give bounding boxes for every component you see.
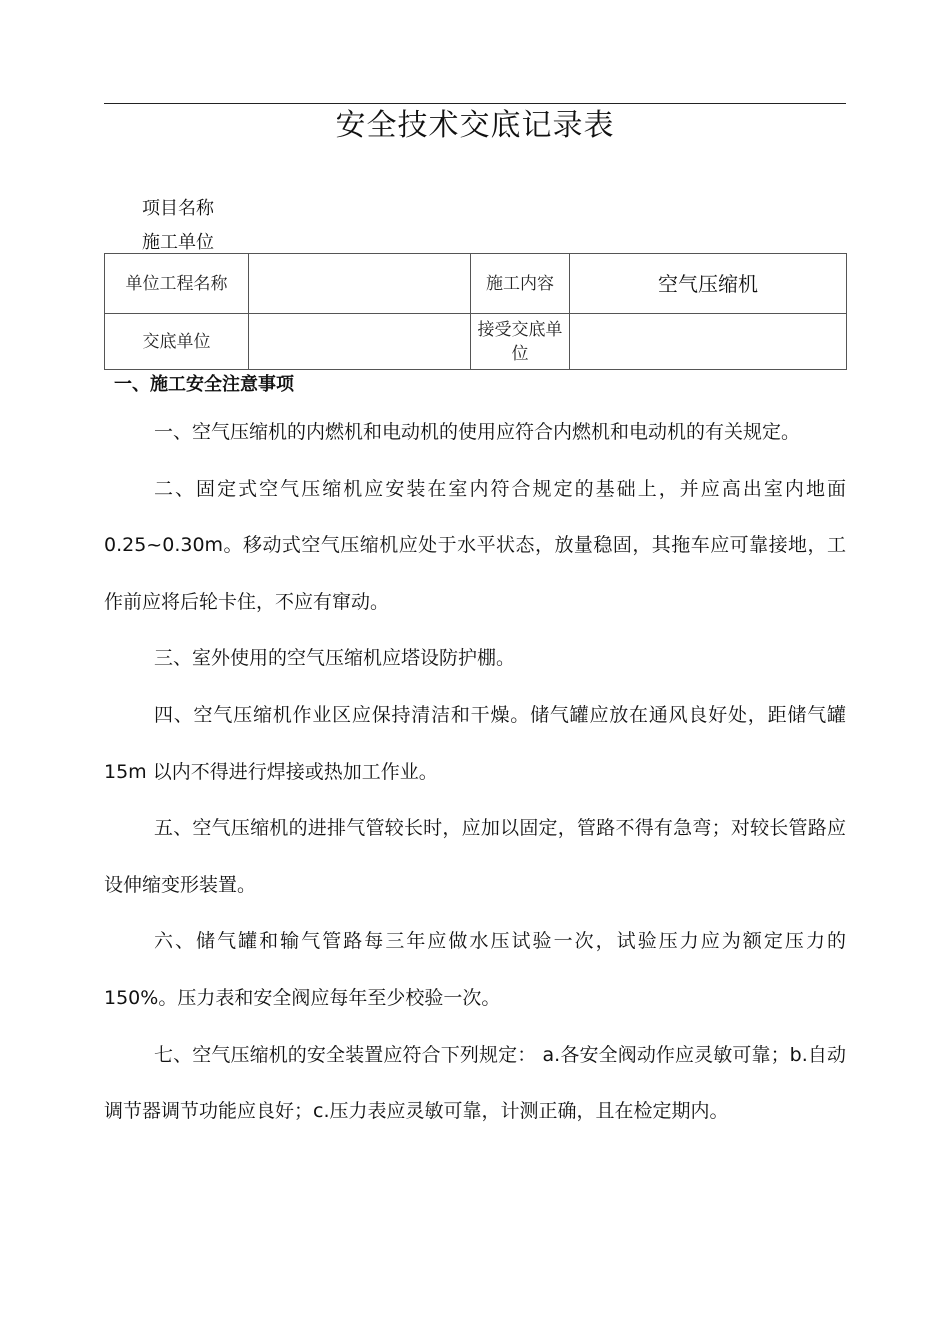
construction-content-value[interactable]: 空气压缩机 xyxy=(570,254,847,314)
construction-content-label: 施工内容 xyxy=(471,254,570,314)
section-heading: 一、施工安全注意事项 xyxy=(114,374,294,395)
section-body xyxy=(104,404,846,1140)
paragraph-7: 七、空气压缩机的安全装置应符合下列规定： a.各安全阀动作应灵敏可靠；b.自动调节器调节功能应良好；c.压力表应灵敏可靠，计测正确，且在检定期内。 xyxy=(104,1043,846,1123)
receiving-unit-label: 接受交底单位 xyxy=(471,314,570,370)
page-title: 安全技术交底记录表 xyxy=(335,108,615,143)
unit-project-name-value[interactable] xyxy=(249,254,471,314)
info-row-1 xyxy=(105,254,847,314)
info-row-2 xyxy=(105,314,847,370)
construction-unit-label: 施工单位 xyxy=(142,232,214,253)
paragraph-6: 六、储气罐和输气管路每三年应做水压试验一次，试验压力应为额定压力的 150%。压力表和安全阀应每年至少校验一次。 xyxy=(104,930,846,1009)
paragraph-1: 一、空气压缩机的内燃机和电动机的使用应符合内燃机和电动机的有关规定。 xyxy=(153,421,800,443)
paragraph-5: 五、空气压缩机的进排气管较长时，应加以固定，管路不得有急弯；对较长管路应设伸缩变形装置。 xyxy=(104,817,846,896)
project-name-label: 项目名称 xyxy=(142,198,214,219)
receiving-unit-value[interactable] xyxy=(570,314,847,370)
paragraph-3: 三、室外使用的空气压缩机应塔设防护棚。 xyxy=(153,647,515,670)
paragraph-4: 四、空气压缩机作业区应保持清洁和干燥。储气罐应放在通风良好处，距储气罐 15m 以内不得进行焊接或热加工作业。 xyxy=(104,703,846,783)
paragraph-2: 二、固定式空气压缩机应安装在室内符合规定的基础上，并应高出室内地面 0.25~0.30m。移动式空气压缩机应处于水平状态，放量稳固，其拖车应可靠接地，工作前应将后轮卡住，不应有窜动。 xyxy=(104,477,846,613)
unit-project-name-label: 单位工程名称 xyxy=(105,254,249,314)
briefing-unit-label: 交底单位 xyxy=(105,314,249,370)
info-table xyxy=(104,253,847,370)
briefing-unit-value[interactable] xyxy=(249,314,471,370)
